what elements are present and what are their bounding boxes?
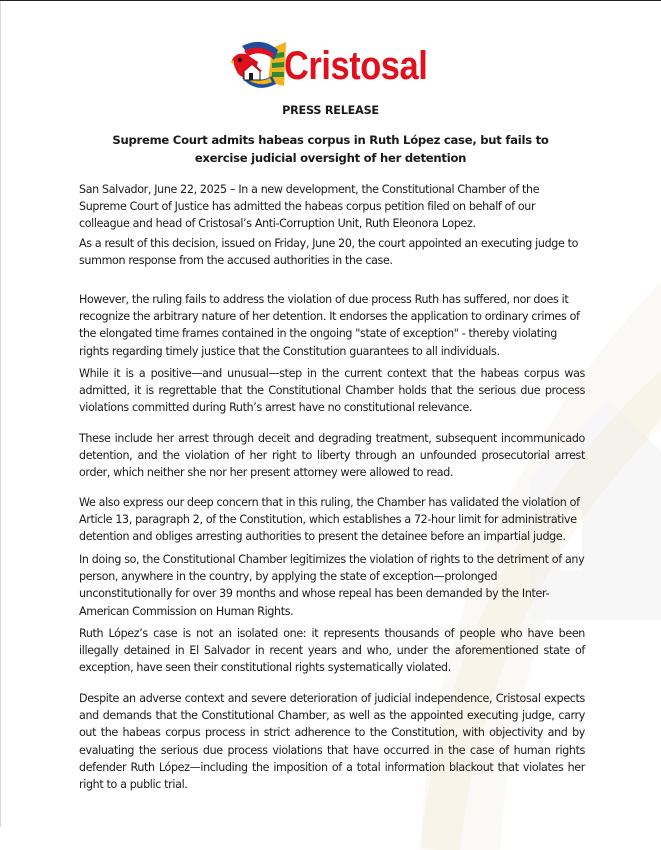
- headline: Supreme Court admits habeas corpus in Ruth López case, but fails to exercise judicial oversight of her detention: [112, 133, 549, 165]
- bird-house-logo-icon: [228, 38, 288, 94]
- brand-name: Cristosal: [284, 44, 428, 88]
- paragraph-7: In doing so, the Constitutional Chamber legitimizes the violation of rights to the detriment of any person, anywhere in the country, by applying the state of exception—prolonged unconstitutionally for over 39 months and whose repeal has been demanded by the Inter-American Commission on Human Rights.: [79, 553, 585, 618]
- paragraph-1: San Salvador, June 22, 2025 – In a new development, the Constitutional Chamber of the Supreme Court of Justice has admitted the habeas corpus petition filed on behalf of our colleague and head of Cristosal’s Anti-Corruption Unit, Ruth Eleonora Lopez.: [79, 183, 540, 231]
- paragraph-6: We also express our deep concern that in this ruling, the Chamber has validated the violation of Article 13, paragraph 2, of the Constitution, which establishes a 72-hour limit for administrative detention and obliges arresting authorities to present the detainee before an impartial judge.: [79, 496, 580, 544]
- press-release-label: PRESS RELEASE: [282, 104, 379, 117]
- paragraph-4: While it is a positive—and unusual—step in the current context that the habeas corpus was admitted, it is regrettable that the Constitutional Chamber holds that the serious due process violations committed during Ruth’s arrest have no constitutional relevance.: [79, 367, 585, 415]
- cristosal-logo: [228, 38, 451, 94]
- paragraph-5: These include her arrest through deceit and degrading treatment, subsequent incommunicado detention, and the violation of her right to liberty through an unfounded prosecutorial arrest order, which neither she nor her present attorney were allowed to read.: [79, 432, 585, 480]
- paragraph-8: Ruth López’s case is not an isolated one: it represents thousands of people who have been illegally detained in El Salvador in recent years and who, under the aforementioned state of exception, have seen their constitutional rights systematically violated.: [79, 627, 585, 675]
- paragraph-9: Despite an adverse context and severe deterioration of judicial independence, Cristosal expects and demands that the Constitutional Chamber, as well as the appointed executing judge, carry out the habeas corpus process in strict adherence to the Constitution, with objectivity and by evaluating the serious due process violations that have occurred in the case of human rights defender Ruth López—including the imposition of a total information blackout that violates her right to a public trial.: [79, 692, 585, 792]
- paragraph-2: As a result of this decision, issued on Friday, June 20, the court appointed an executing judge to summon response from the accused authorities in the case.: [79, 237, 579, 268]
- paragraph-3: However, the ruling fails to address the violation of due process Ruth has suffered, nor does it recognize the arbitrary nature of her detention. It endorses the application to ordinary crimes of the elongated time frames contained in the ongoing "state of exception" - thereby violating rights regarding timely justice that the Constitution guarantees to all individuals.: [79, 293, 580, 358]
